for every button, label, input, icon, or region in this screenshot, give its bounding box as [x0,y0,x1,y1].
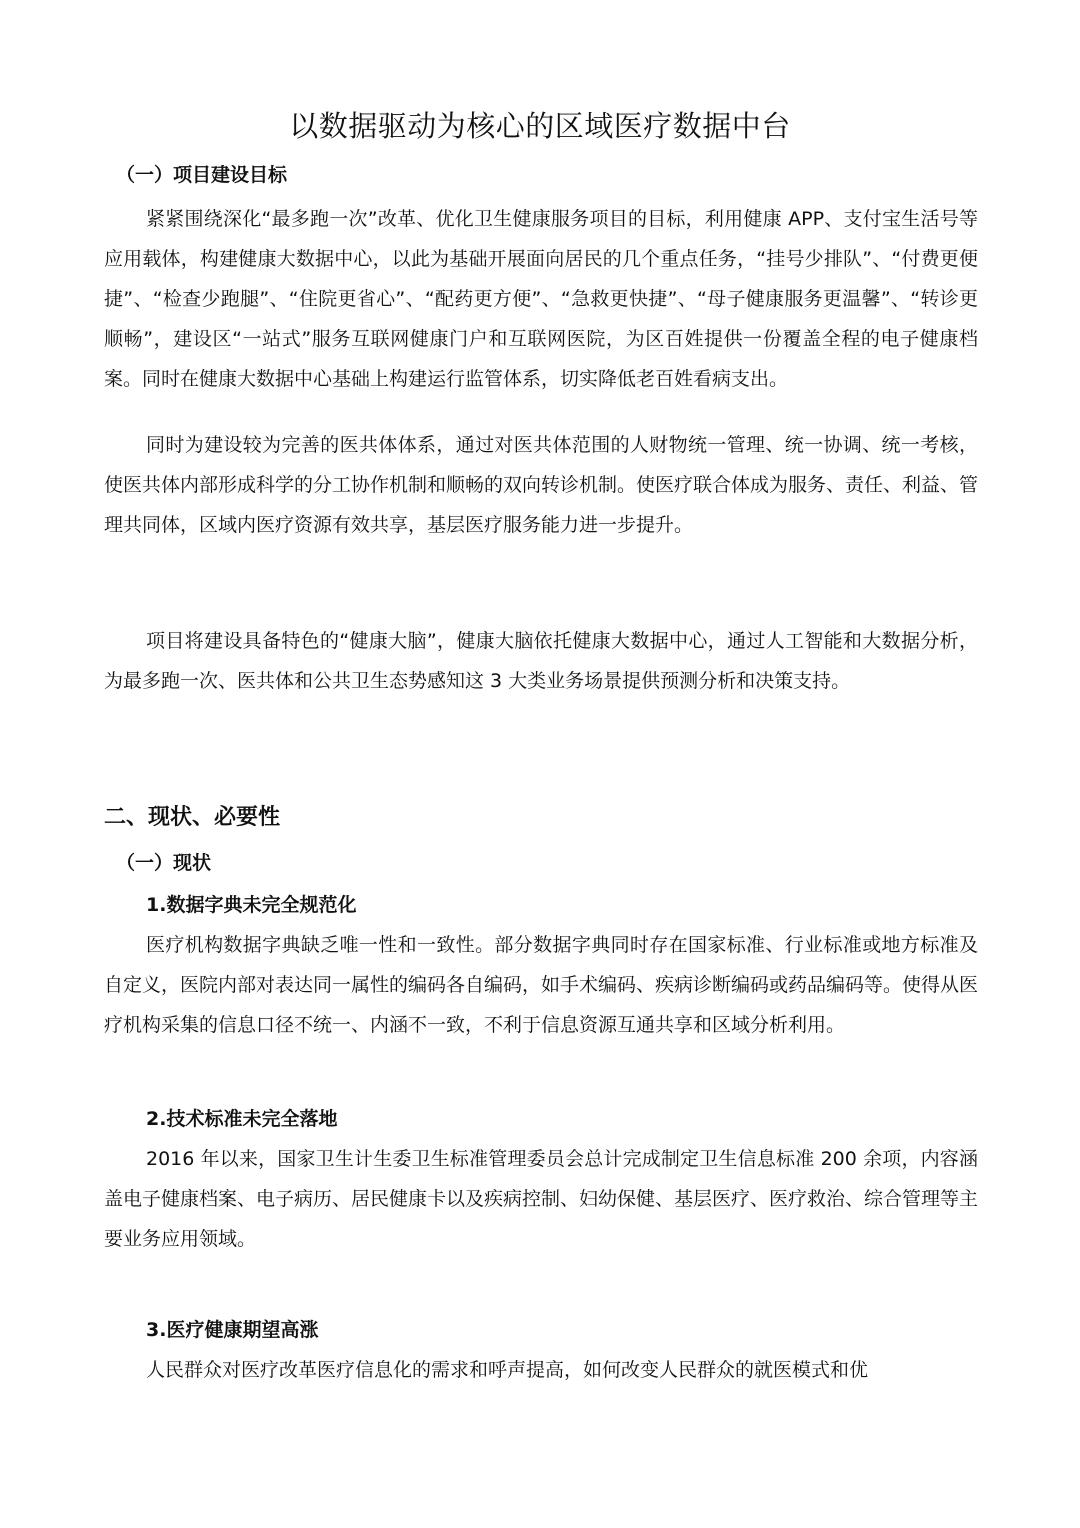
paragraph-goals-2: 同时为建设较为完善的医共体体系，通过对医共体范围的人财物统一管理、统一协调、统一考核，使医共体内部形成科学的分工协作机制和顺畅的双向转诊机制。使医疗联合体成为服务、责任、利益、管理共同体，区域内医疗资源有效共享，基层医疗服务能力进一步提升。 [104,434,979,536]
item-heading-3: 3.医疗健康期望高涨 [146,1319,319,1341]
paragraph-goals-1: 紧紧围绕深化“最多跑一次”改革、优化卫生健康服务项目的目标，利用健康 APP、支付宝生活号等应用载体，构建健康大数据中心，以此为基础开展面向居民的几个重点任务，“挂号少排队”、“付费更便捷”、“检查少跑腿”、“住院更省心”、“配药更方便”、“急救更快捷”、“母子健康服务更温馨”、“转诊更顺畅”，建设区“一站式”服务互联网健康门户和互联网医院，为区百姓提供一份覆盖全程的电子健康档案。同时在健康大数据中心基础上构建运行监管体系，切实降低老百姓看病支出。 [104,208,978,390]
paragraph-item-2: 2016 年以来，国家卫生计生委卫生标准管理委员会总计完成制定卫生信息标准 200 余项，内容涵盖电子健康档案、电子病历、居民健康卡以及疾病控制、妇幼保健、基层医疗、医疗救治、综合管理等主要业务应用领域。 [104,1148,979,1250]
paragraph-item-3: 人民群众对医疗改革医疗信息化的需求和呼声提高，如何改变人民群众的就医模式和优 [146,1359,869,1381]
paragraph-item-1: 医疗机构数据字典缺乏唯一性和一致性。部分数据字典同时存在国家标准、行业标准或地方标准及自定义，医院内部对表达同一属性的编码各自编码，如手术编码、疾病诊断编码或药品编码等。使得从医疗机构采集的信息口径不统一、内涵不一致，不利于信息资源互通共享和区域分析利用。 [104,934,979,1036]
paragraph-goals-3: 项目将建设具备特色的“健康大脑”，健康大脑依托健康大数据中心，通过人工智能和大数据分析，为最多跑一次、医共体和公共卫生态势感知这 3 大类业务场景提供预测分析和决策支持。 [104,630,978,692]
section-heading-status: 二、现状、必要性 [104,805,281,830]
document-title: 以数据驱动为核心的区域医疗数据中台 [289,109,791,143]
section-subheading-status: （一）现状 [116,852,212,874]
section-subheading-goals: （一）项目建设目标 [116,164,288,186]
item-heading-1: 1.数据字典未完全规范化 [146,894,357,916]
item-heading-2: 2.技术标准未完全落地 [146,1108,338,1130]
